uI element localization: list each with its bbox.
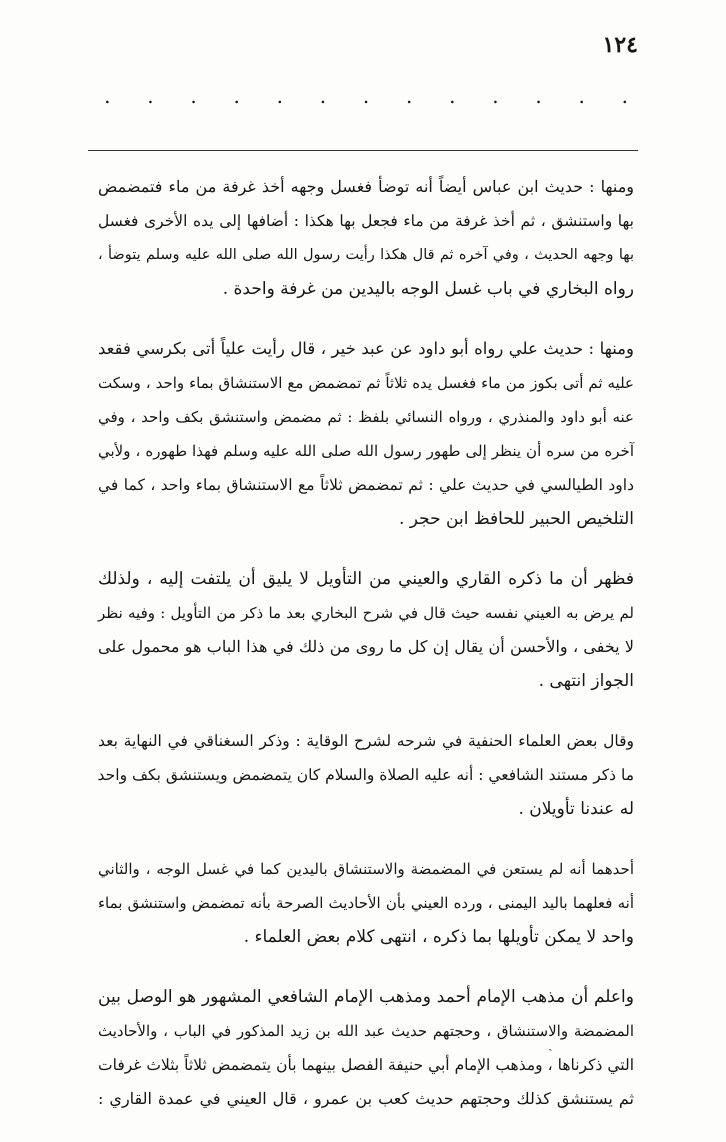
text-line: فظهر أن ما ذكره القاري والعيني من التأويل لا يليق أن يلتفت إليه ، ولذلك [98,569,634,589]
text-line: ما ذكر مستند الشافعي : أنه عليه الصلاة والسلام كان يتمضمض ويستنشق بكف واحد [97,766,634,784]
header-dot: . [449,84,456,108]
header-dot: . [492,84,499,108]
paragraph [98,170,634,306]
text-line: عليه ثم أتى بكوز من ماء فغسل يده ثلاثاً ثم تمضمض مع الاستنشاق بماء واحد ، وسكت [98,374,634,392]
text-line: له عندنا تأويلان . [518,799,634,819]
header-dot: . [535,84,542,108]
header-dot: . [578,84,585,108]
paragraph [98,724,634,826]
text-line: وقال بعض العلماء الحنفية في شرحه لشرح الوقاية : وذكر السغناقي في النهاية بعد [98,732,634,750]
text-line: أحدهما أنه لم يستعن في المضمضة والاستنشاق باليدين كما في غسل الوجه ، والثاني [98,860,634,878]
paragraph [98,852,634,954]
text-line: لا يخفى ، والأحسن أن يقال إن كل ما روى من ذلك في هذا الباب هو محمول على [98,637,634,656]
text-line: أنه فعلهما باليد اليمنى ، ورده العيني بأن الأحاديث الصرحة بأنه تمضمض واستنشق بماء [98,894,634,912]
header-dot: . [190,84,197,108]
text-line: لم يرض به العيني نفسه حيث قال في شرح البخاري بعد ما ذكر من التأويل : وفيه نظر [98,604,634,622]
text-line: رواه البخاري في باب غسل الوجه باليدين من غرفة واحدة . [222,279,634,299]
text-line: المضمضة والاستنشاق ، وحجتهم حديث عبد الله بن زيد المذكور في الباب ، والأحاديث [98,1022,634,1040]
header-rule [88,150,638,151]
header-dot: . [147,84,154,108]
header-dot: . [362,84,370,108]
text-line: بها واستنشق ، ثم أخذ غرفة من ماء فجعل بها هكذا : أضافها إلى يده الأخرى فغسل [98,212,634,230]
header-dot: . [621,84,628,108]
header-dot: . [406,84,413,108]
paragraph [98,980,634,1116]
text-line: آخره من سره أن ينظر إلى طهور رسول الله صلى الله عليه وسلم فهذا طهوره ، ولأبي [98,442,634,460]
text-line: واحد لا يمكن تأويلها بما ذكره ، انتهى كلام بعض العلماء . [243,927,634,947]
header-dot: . [319,84,327,108]
header-dots [104,86,628,106]
text-body [98,170,634,1142]
text-line: التي ذكرناها ، ومذهب الإمام أبي حنيفة الفصل بينهما بأن يتمضمض ثلاثاً بثلاث غرفات [98,1056,634,1074]
paragraph [98,562,634,698]
text-line: واعلم أن مذهب الإمام أحمد ومذهب الإمام الشافعي المشهور هو الوصل بين [98,987,634,1007]
header-dot: . [233,84,240,108]
text-line: عنه أبو داود والمنذري ، ورواه النسائي بلفظ : ثم مضمض واستنشق بكف واحد ، وفي [98,408,634,426]
text-line: ثم يستنشق كذلك وحجتهم حديث كعب بن عمرو ، قال العيني في عمدة القاري : [98,1089,634,1108]
page-number: ١٢٤ [602,32,638,58]
header-dot: . [276,84,283,108]
paragraph [98,332,634,536]
text-line: ومنها : حديث علي رواه أبو داود عن عبد خير ، قال رأيت علياً أتى بكرسي فقعد [98,339,634,358]
text-line: داود الطيالسي في حديث علي : ثم تمضمض ثلاثاً مع الاستنشاق بماء واحد ، كما في [98,476,634,494]
text-line: التلخيص الحبير للحافظ ابن حجر . [398,509,634,529]
text-line: ومنها : حديث ابن عباس أيضاً أنه توضأ فغسل وجهه أخذ غرفة من ماء فتمضمض [98,177,634,196]
page-speck: ˎ [548,1036,553,1052]
header-dot: . [104,84,111,108]
text-line: الجواز انتهى . [538,671,634,691]
text-line: بها وجهه الحديث ، وفي آخره ثم قال هكذا رأيت رسول الله صلى الله عليه وسلم يتوضأ ، [98,247,634,263]
